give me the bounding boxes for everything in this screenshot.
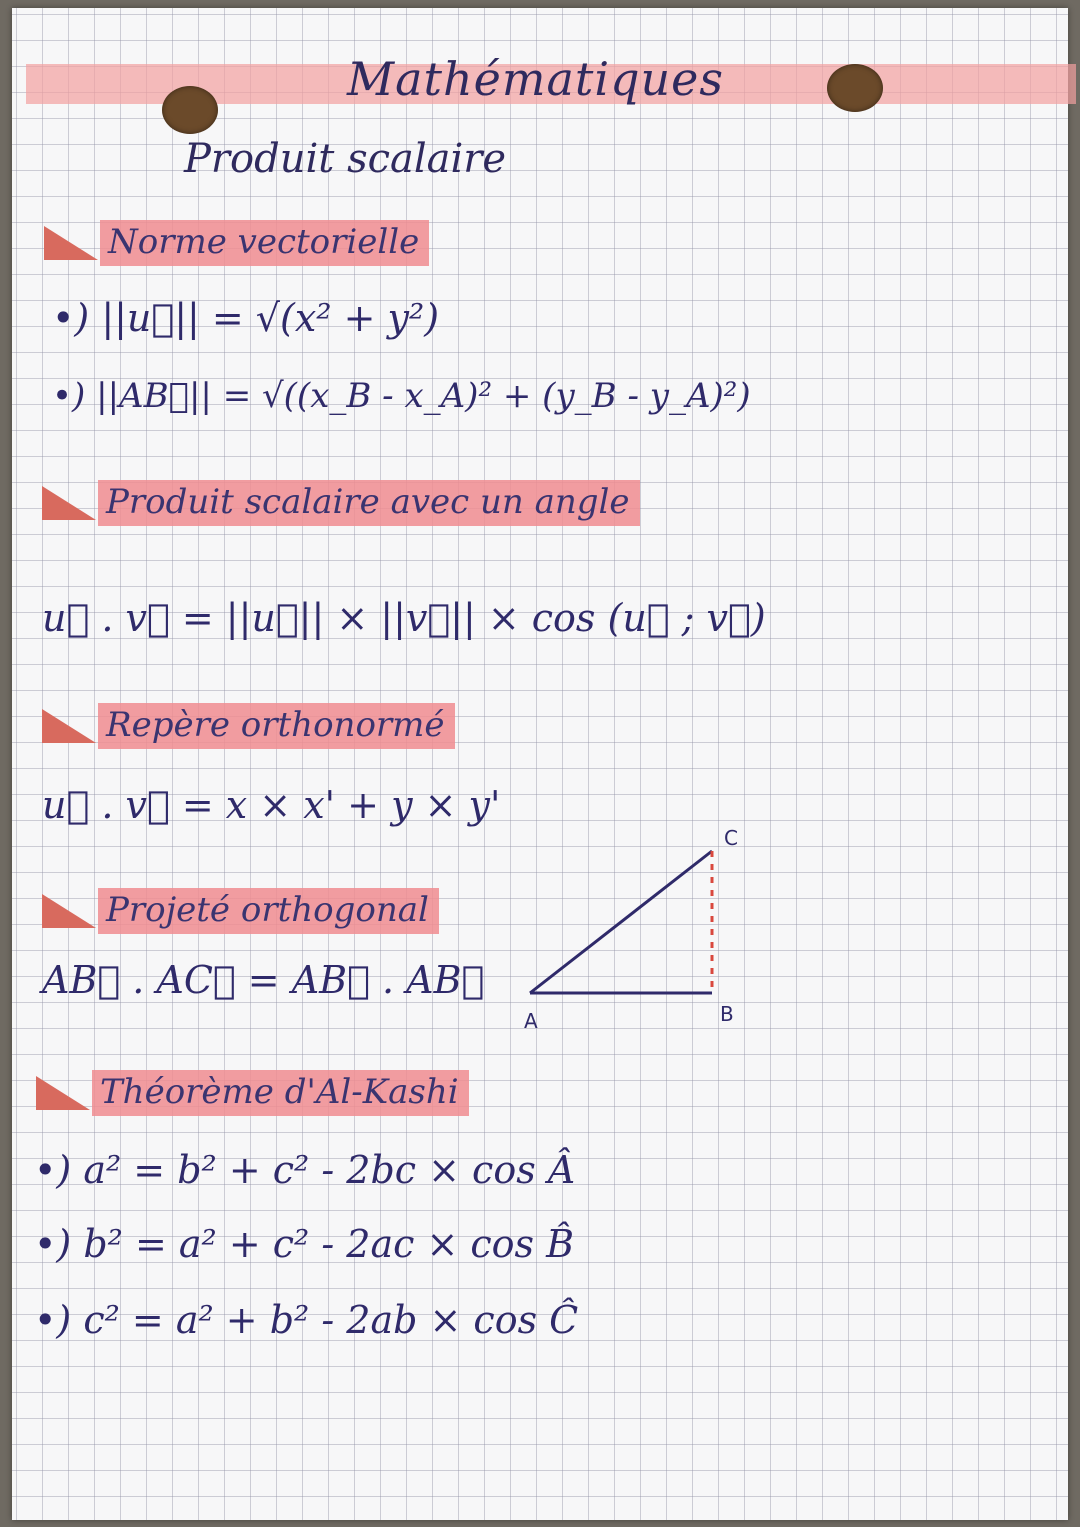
formula-line: AB⃗ . AC⃗ = AB⃗ . AB⃗ <box>42 958 485 1002</box>
formula-line: u⃗ . v⃗ = ||u⃗|| × ||v⃗|| × cos (u⃗ ; v⃗) <box>42 596 766 640</box>
section-heading-label: Théorème d'Al-Kashi <box>92 1070 469 1116</box>
point-c-label: C <box>724 826 738 850</box>
point-a-label: A <box>524 1009 538 1033</box>
section-heading-label: Norme vectorielle <box>100 220 429 266</box>
point-b-label: B <box>720 1002 734 1026</box>
section-heading-label: Projeté orthogonal <box>98 888 439 934</box>
formula-line: u⃗ . v⃗ = x × x' + y × y' <box>42 783 501 827</box>
notebook-page <box>12 8 1068 1520</box>
section-heading-repere <box>40 703 455 749</box>
formula-line: •) a² = b² + c² - 2bc × cos Â <box>34 1148 576 1192</box>
formula-line: •) c² = a² + b² - 2ab × cos Ĉ <box>34 1298 579 1342</box>
section-heading-norme <box>42 220 429 266</box>
binder-hole-right <box>827 64 883 112</box>
section-heading-projete <box>40 888 439 934</box>
page-title: Mathématiques <box>347 52 725 106</box>
formula-line: •) ||AB⃗|| = √((x_B - x_A)² + (y_B - y_A)²) <box>52 376 751 416</box>
triangle-marker-icon <box>40 894 98 928</box>
binder-hole-left <box>162 86 218 134</box>
triangle-marker-icon <box>40 709 98 743</box>
section-heading-label: Repère orthonormé <box>98 703 455 749</box>
formula-line: •) ||u⃗|| = √(x² + y²) <box>52 296 440 340</box>
section-heading-produit-angle <box>40 480 640 526</box>
formula-line: •) b² = a² + c² - 2ac × cos B̂ <box>34 1222 575 1266</box>
right-triangle-diagram <box>512 823 792 1043</box>
segment-ac <box>530 851 712 993</box>
triangle-marker-icon <box>42 226 100 260</box>
section-heading-label: Produit scalaire avec un angle <box>98 480 640 526</box>
triangle-marker-icon <box>40 486 98 520</box>
section-heading-al-kashi <box>34 1070 469 1116</box>
page-subtitle: Produit scalaire <box>184 136 507 182</box>
triangle-marker-icon <box>34 1076 92 1110</box>
